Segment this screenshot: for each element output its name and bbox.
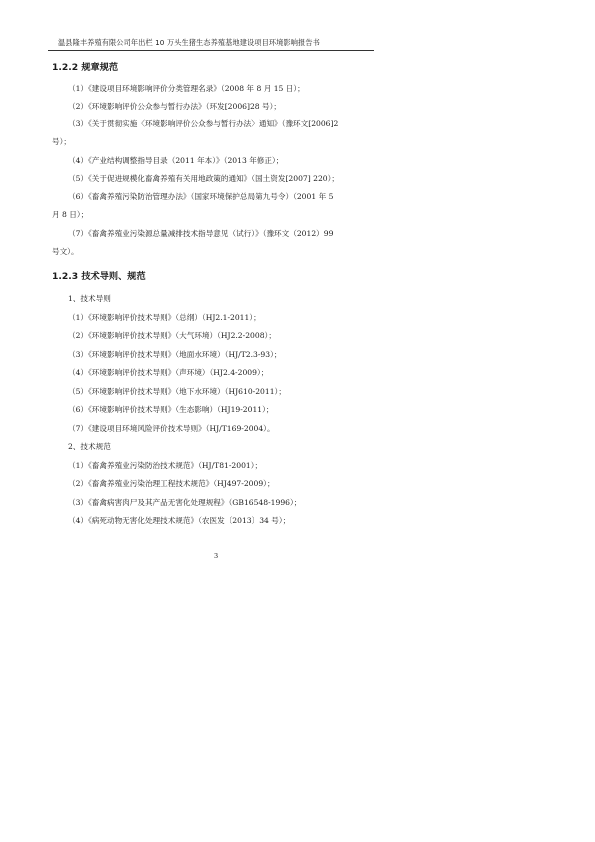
guide-item: （2）《环境影响评价技术导则》（大气环境）（HJ2.2-2008）； [68,331,276,340]
spec-item: （4）《病死动物无害化处理技术规范》（农医发〔2013〕34 号）； [68,516,291,525]
page-number: 3 [214,552,219,560]
header-rule [48,50,374,51]
regulation-item: （3）《关于贯彻实施〈环境影响评价公众参与暂行办法〉通知》（豫环文[2006]2 [68,119,339,128]
regulation-item: （7）《畜禽养殖业污染源总量减排技术指导意见（试行）》（豫环文（2012）99 [68,229,334,238]
guide-item: （7）《建设项目环境风险评价技术导则》（HJ/T169-2004）。 [68,424,275,433]
subsection-label: 2、技术规范 [68,442,111,451]
regulation-item-continuation: 月 8 日）； [52,210,89,219]
page-header: 温县隆丰养殖有限公司年出栏 10 万头生猪生态养殖基地建设项目环境影响报告书 [58,38,320,47]
subsection-label: 1、技术导则 [68,294,111,303]
regulation-item-continuation: 号）； [52,137,71,146]
regulation-item: （4）《产业结构调整指导目录（2011 年本）》（2013 年修正）； [68,156,284,165]
regulation-item-continuation: 号文）。 [52,247,79,256]
section-heading-1-2-2: 1.2.2 规章规范 [52,62,119,73]
regulation-item: （6）《畜禽养殖污染防治管理办法》（国家环境保护总局第九号令）（2001 年 5 [68,192,334,201]
section-heading-1-2-3: 1.2.3 技术导则、规范 [52,271,146,282]
guide-item: （4）《环境影响评价技术导则》（声环境）（HJ2.4-2009）； [68,368,269,377]
guide-item: （3）《环境影响评价技术导则》（地面水环境）（HJ/T2.3-93）； [68,350,282,359]
regulation-item: （5）《关于促进规模化畜禽养殖有关用地政策的通知》（国土资发[2007] 220）； [68,174,339,183]
guide-item: （6）《环境影响评价技术导则》（生态影响）（HJ19-2011）； [68,405,274,414]
regulation-item: （1）《建设项目环境影响评价分类管理名录》（2008 年 8 月 15 日）； [68,84,305,93]
spec-item: （1）《畜禽养殖业污染防治技术规范》（HJ/T81-2001）； [68,461,263,470]
guide-item: （1）《环境影响评价技术导则》（总纲）（HJ2.1-2011）； [68,313,261,322]
spec-item: （2）《畜禽养殖业污染治理工程技术规范》（HJ497-2009）； [68,479,275,488]
guide-item: （5）《环境影响评价技术导则》（地下水环境）（HJ610-2011）； [68,387,286,396]
regulation-item: （2）《环境影响评价公众参与暂行办法》（环发[2006]28 号）； [68,102,282,111]
spec-item: （3）《畜禽病害肉尸及其产品无害化处理规程》（GB16548-1996）； [68,498,302,507]
